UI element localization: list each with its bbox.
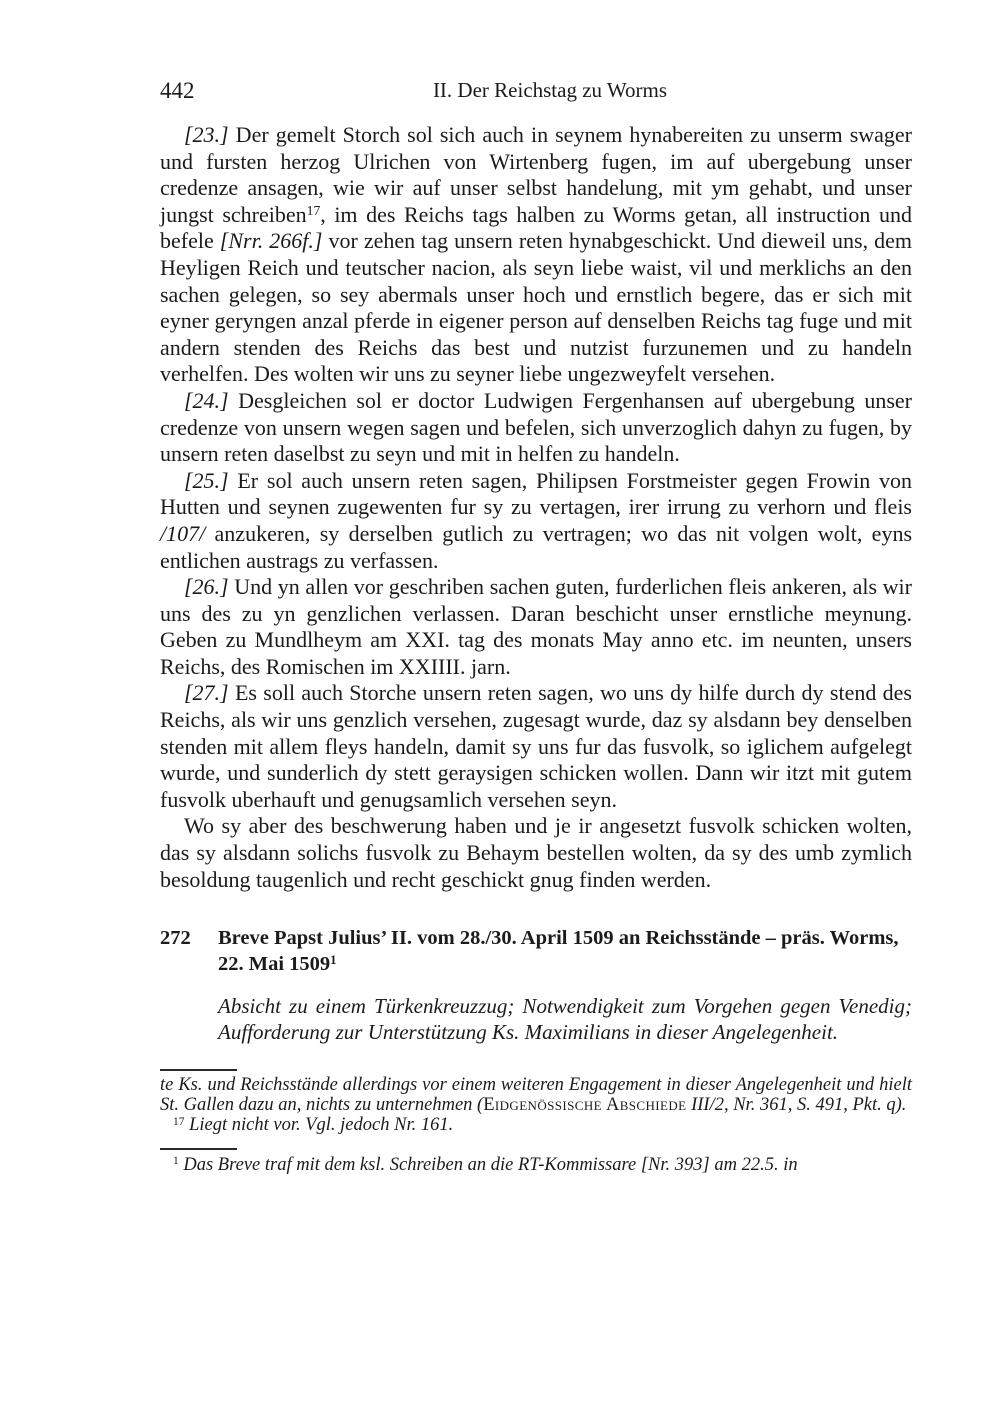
footnote-carryover: te Ks. und Reichsstände allerdings vor einem weiteren Engagement in dieser Angelegenheit und hielt St. Gallen dazu an, nichts zu unternehmen (Eidgenössische Abschiede III/2, Nr. 361, S. 491, Pkt. q). xyxy=(160,1074,912,1116)
entry-number: 272 xyxy=(160,927,191,950)
page-header xyxy=(160,78,912,105)
entry-summary: Absicht zu einem Türkenkreuzzug; Notwendigkeit zum Vorgehen gegen Venedig; Aufforderung zur Unterstützung Ks. Maximilians in dieser Angelegenheit. xyxy=(218,994,912,1045)
footnote-separator-rule xyxy=(160,1069,237,1071)
document-body xyxy=(160,122,912,893)
page-number: 442 xyxy=(160,78,195,103)
footnote-17: $^{17}$ Liegt nicht vor. Vgl. jedoch Nr. 161. xyxy=(173,1115,454,1136)
body-paragraph-26: [26.] Und yn allen vor geschriben sachen guten, furderlichen fleis ankeren, als wir uns des zu yn genzlichen verlassen. Daran beschicht unser ernstliche meynung. Geben zu Mundlheym am XXI. tag des monats May anno etc. im neunten, unsers Reichs, des Romischen im XXIIII. jarn. xyxy=(160,574,912,679)
footnote-1: $^1$ Das Breve traf mit dem ksl. Schreiben an die RT-Kommissare [Nr. 393] am 22.5. in xyxy=(173,1154,798,1175)
footnote-area xyxy=(160,1069,912,1176)
footnote-separator-rule-2 xyxy=(160,1148,237,1150)
entry-title: Breve Papst Julius’ II. vom 28./30. April 1509 an Reichsstände – präs. Worms, 22. Mai 1509$^1$ xyxy=(218,927,899,975)
body-paragraph-24: [24.] Desgleichen sol er doctor Ludwigen Fergenhansen auf ubergebung unser credenze von unsern wegen sagen und befelen, sich unverzoglich dahyn zu fugen, by unsern reten daselbst zu seyn und mit in helfen zu handeln. xyxy=(160,387,912,467)
body-paragraph-27: [27.] Es soll auch Storche unsern reten sagen, wo uns dy hilfe durch dy stend des Reichs, als wir uns genzlich versehen, zugesagt wurde, daz sy alsdann bey denselben stenden mit allem fleys handeln, damit sy uns fur das fusvolk, so iglichem aufgelegt wurde, und sunderlich dy stett geraysigen schicken wollen. Dann wir itzt mit gutem fusvolk uberhauft und genugsamlich versehen seyn. xyxy=(160,680,912,812)
entry-272 xyxy=(160,926,912,1045)
text-block xyxy=(160,78,912,1175)
body-paragraph-23: [23.] Der gemelt Storch sol sich auch in seynem hynabereiten zu unserm swager und fursten herzog Ulrichen von Wirtenberg fugen, im auf ubergebung unser credenze ansagen, wie wir auf unser selbst handelung, mit ym gehabt, und unser jungst schreiben$^{17}$, im des Reichs tags halben zu Worms getan, all instruction und befele [Nrr. 266f.] vor zehen tag unsern reten hynabgeschickt. Und dieweil uns, dem Heyligen Reich und teutscher nacion, als seyn liebe waist, vil und merklichs an den sachen gelegen, so sey abermals unser hoch und ernstlich begere, das er sich mit eyner geryngen anzal pferde in eigener person auf denselben Reichs tag fuge und mit andern stenden des Reichs das best und nutzist furzunemen und zu handeln verhelfen. Des wolten wir uns zu seyner liebe ungezweyfelt versehen. xyxy=(160,122,913,387)
body-paragraph-25: [25.] Er sol auch unsern reten sagen, Philipsen Forstmeister gegen Frowin von Hutten und seynen zugewenten fur sy zu vertagen, irer irrung zu verhorn und fleis /107/ anzukeren, sy derselben gutlich zu vertragen; wo das nit volgen wolt, eyns entlichen austrags zu verfassen. xyxy=(160,467,912,573)
body-paragraph-closing: Wo sy aber des beschwerung haben und je ir angesetzt fusvolk schicken wolten, das sy alsdann solichs fusvolk zu Behaym bestellen wolten, da sy des umb zymlich besoldung taugenlich und recht geschickt gnug finden werden. xyxy=(160,813,912,892)
entry-heading xyxy=(160,926,912,977)
running-title: II. Der Reichstag zu Worms xyxy=(432,78,668,102)
